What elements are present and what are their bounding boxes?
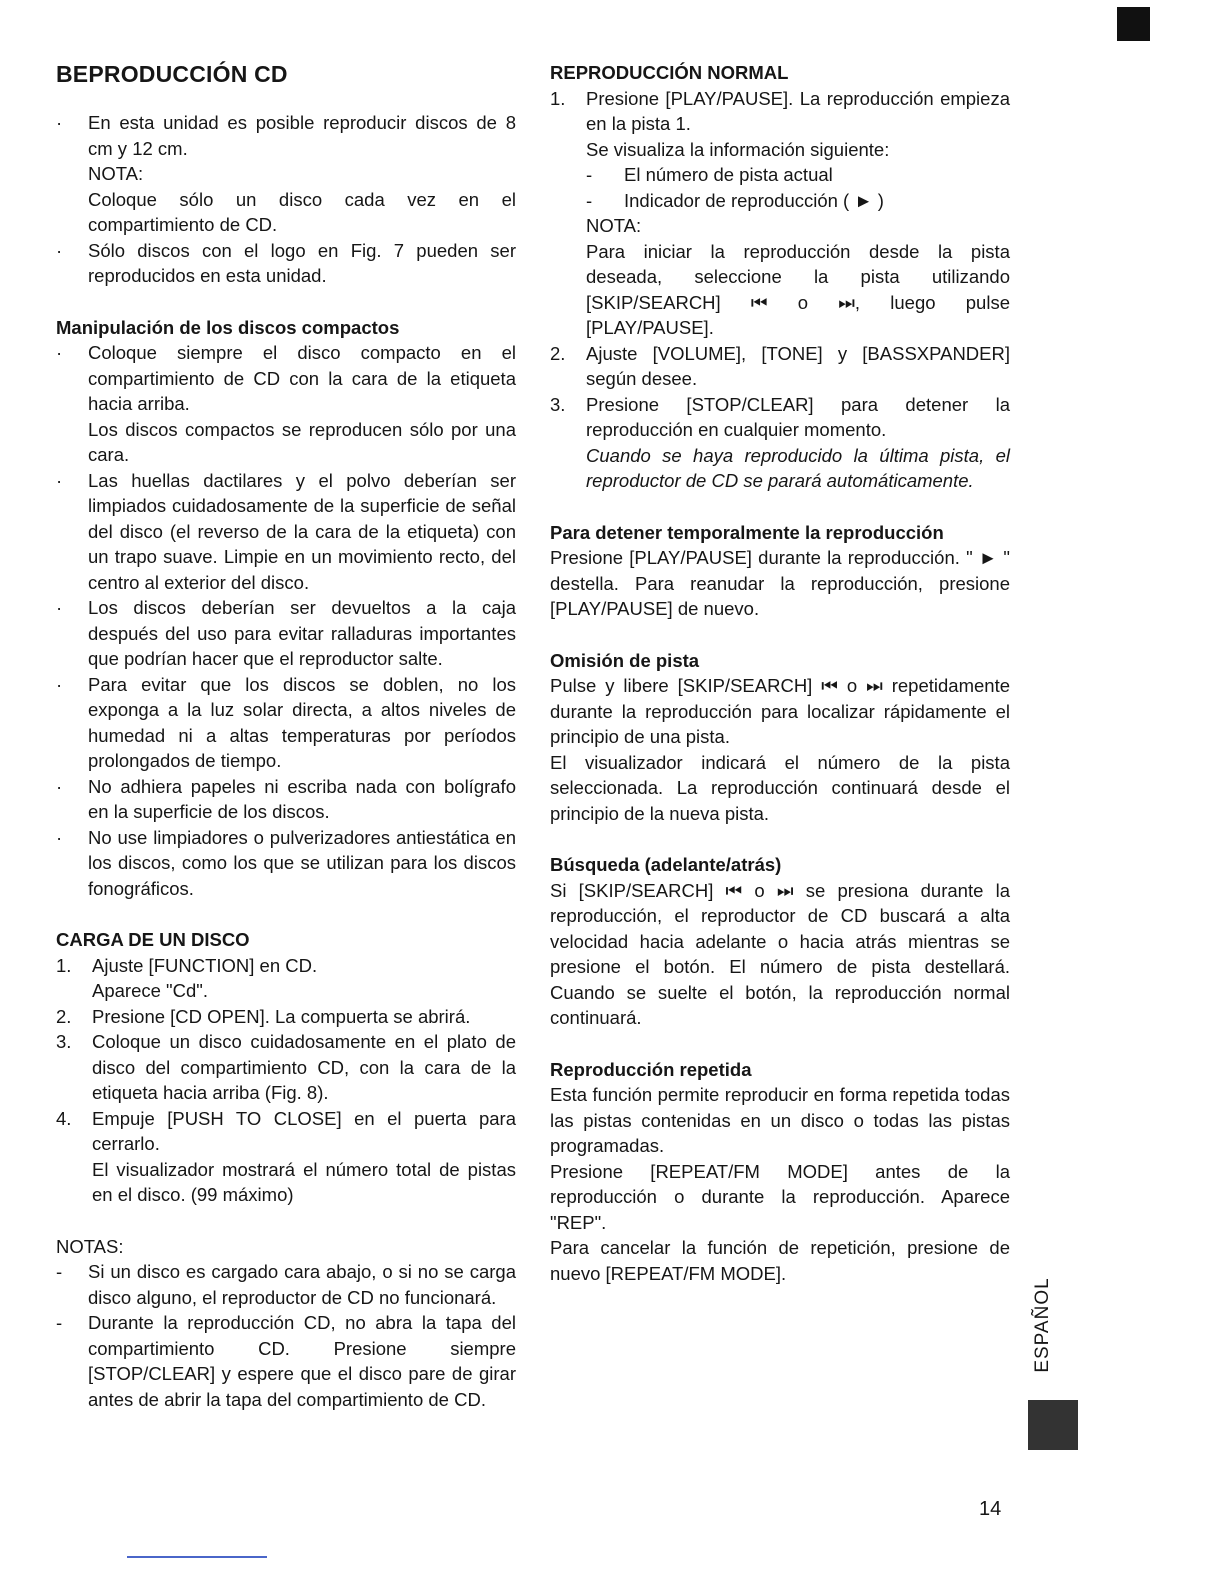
language-side-label	[1028, 1260, 1058, 1390]
handling-item: · Los discos deberían ser devueltos a la caja después del uso para evitar ralladuras importantes que podrían hacer que el reproductor salte.	[56, 597, 516, 669]
note-item: - Durante la reproducción CD, no abra la tapa del compartimiento CD. Presione siempre [STOP/CLEAR] y espere que el disco pare de girar antes de abrir la tapa del compartimiento de CD.	[56, 1312, 516, 1410]
handling-item: · Para evitar que los discos se doblen, no los exponga a la luz solar directa, a altos niveles de humedad ni a altas temperaturas por períodos prolongados de tiempo.	[56, 673, 516, 771]
normal-heading: REPRODUCCIÓN NORMAL	[550, 62, 789, 83]
loading-heading: CARGA DE UN DISCO	[56, 929, 250, 950]
normal-step: 1. Presione [PLAY/PAUSE]. La reproducción empieza en la pista 1. Se visualiza la información siguiente: - El número de pista actual - Indicador de reproducción ( ► ) NOTA: Para iniciar la reproducción desde la pista deseada, seleccione la pista utilizando [SKIP/SEARCH] ⏮ o ⏭, luego pulse [PLAY/PAUSE].	[550, 87, 1010, 338]
skip-text-display: El visualizador indicará el número de la pista seleccionada. La reproducción continuará desde el principio de la nueva pista.	[550, 751, 1010, 824]
intro-item: · Sólo discos con el logo en Fig. 7 pueden ser reproducidos en esta unidad.	[56, 239, 516, 286]
loading-step: 3. Coloque un disco cuidadosamente en el plato de disco del compartimiento CD, con la cara de la etiqueta hacia arriba (Fig. 8).	[56, 1031, 516, 1103]
bottom-rule	[127, 1556, 267, 1558]
display-info-item: - Indicador de reproducción ( ► )	[586, 189, 884, 211]
display-info-list	[586, 162, 1010, 213]
page-title: BEPRODUCCIÓN CD	[56, 61, 288, 87]
search-text: Si [SKIP/SEARCH] ⏮ o ⏭ se presiona durante la reproducción, el reproductor de CD buscará a alta velocidad hacia adelante o hacia atrás mientras se presione el botón. El número de pista destellará. Cuando se suelte el botón, la reproducción normal continuará.	[550, 879, 1010, 1028]
skip-text: Pulse y libere [SKIP/SEARCH] ⏮ o ⏭ repetidamente durante la reproducción para localizar rápidamente el principio de una pista.	[550, 675, 1010, 747]
pause-heading: Para detener temporalmente la reproducción	[550, 521, 944, 543]
loading-step: 1. Ajuste [FUNCTION] en CD. Aparece "Cd".	[56, 954, 318, 1001]
repeat-text: Esta función permite reproducir en forma repetida todas las pistas contenidas en un disco o todas las pistas programadas.	[550, 1084, 1010, 1156]
handling-item: · Coloque siempre el disco compacto en el compartimiento de CD con la cara de la etiqueta hacia arriba. Los discos compactos se reproducen sólo por una cara.	[56, 342, 516, 465]
normal-steps	[550, 86, 1010, 494]
handling-item: · No use limpiadores o pulverizadores antiestática en los discos, como los que se utilizan para los discos fonográficos.	[56, 826, 516, 899]
display-info-item: - El número de pista actual	[586, 164, 833, 185]
normal-step: 3. Presione [STOP/CLEAR] para detener la reproducción en cualquier momento. Cuando se haya reproducido la última pista, el reproductor de CD se parará automáticamente.	[550, 393, 1010, 491]
pause-text: Presione [PLAY/PAUSE] durante la reproducción. " ► " destella. Para reanudar la reproducción, presione [PLAY/PAUSE] de nuevo.	[550, 547, 1010, 619]
language-tab-marker	[1028, 1400, 1078, 1450]
repeat-heading: Reproducción repetida	[550, 1058, 752, 1080]
handling-heading: Manipulación de los discos compactos	[56, 316, 400, 338]
normal-step: 2. Ajuste [VOLUME], [TONE] y [BASSXPANDER] según desee.	[550, 342, 1010, 389]
handling-list	[56, 340, 516, 901]
skip-heading: Omisión de pista	[550, 649, 700, 671]
corner-marker	[1117, 7, 1150, 41]
loading-steps	[56, 953, 516, 1208]
language-label-text: ESPAÑOL	[1032, 1277, 1053, 1373]
intro-item: · En esta unidad es posible reproducir discos de 8 cm y 12 cm. NOTA: Coloque sólo un disco cada vez en el compartimiento de CD.	[56, 112, 516, 235]
intro-list	[56, 110, 516, 289]
repeat-text-instruction: Presione [REPEAT/FM MODE] antes de la reproducción o durante la reproducción. Aparece "REP".	[550, 1160, 1010, 1233]
loading-step: 2. Presione [CD OPEN]. La compuerta se abrirá.	[56, 1005, 471, 1027]
page-number: 14	[979, 1498, 1002, 1520]
right-column	[550, 60, 1010, 1286]
note-item: - Si un disco es cargado cara abajo, o si no se carga disco alguno, el reproductor de CD no funcionará.	[56, 1261, 516, 1308]
repeat-text-cancel: Para cancelar la función de repetición, presione de nuevo [REPEAT/FM MODE].	[550, 1237, 1010, 1284]
loading-step: 4. Empuje [PUSH TO CLOSE] en el puerta para cerrarlo. El visualizador mostrará el número total de pistas en el disco. (99 máximo)	[56, 1107, 516, 1205]
notes-list	[56, 1259, 516, 1412]
notes-heading: NOTAS:	[56, 1235, 124, 1257]
handling-item: · No adhiera papeles ni escriba nada con bolígrafo en la superficie de los discos.	[56, 775, 516, 822]
search-heading: Búsqueda (adelante/atrás)	[550, 854, 782, 875]
handling-item: · Las huellas dactilares y el polvo deberían ser limpiados cuidadosamente de la superficie de señal del disco (el reverso de la cara de la etiqueta) con un trapo suave. Limpie en un movimiento recto, del centro al exterior del disco.	[56, 469, 516, 593]
left-column	[56, 60, 516, 1412]
